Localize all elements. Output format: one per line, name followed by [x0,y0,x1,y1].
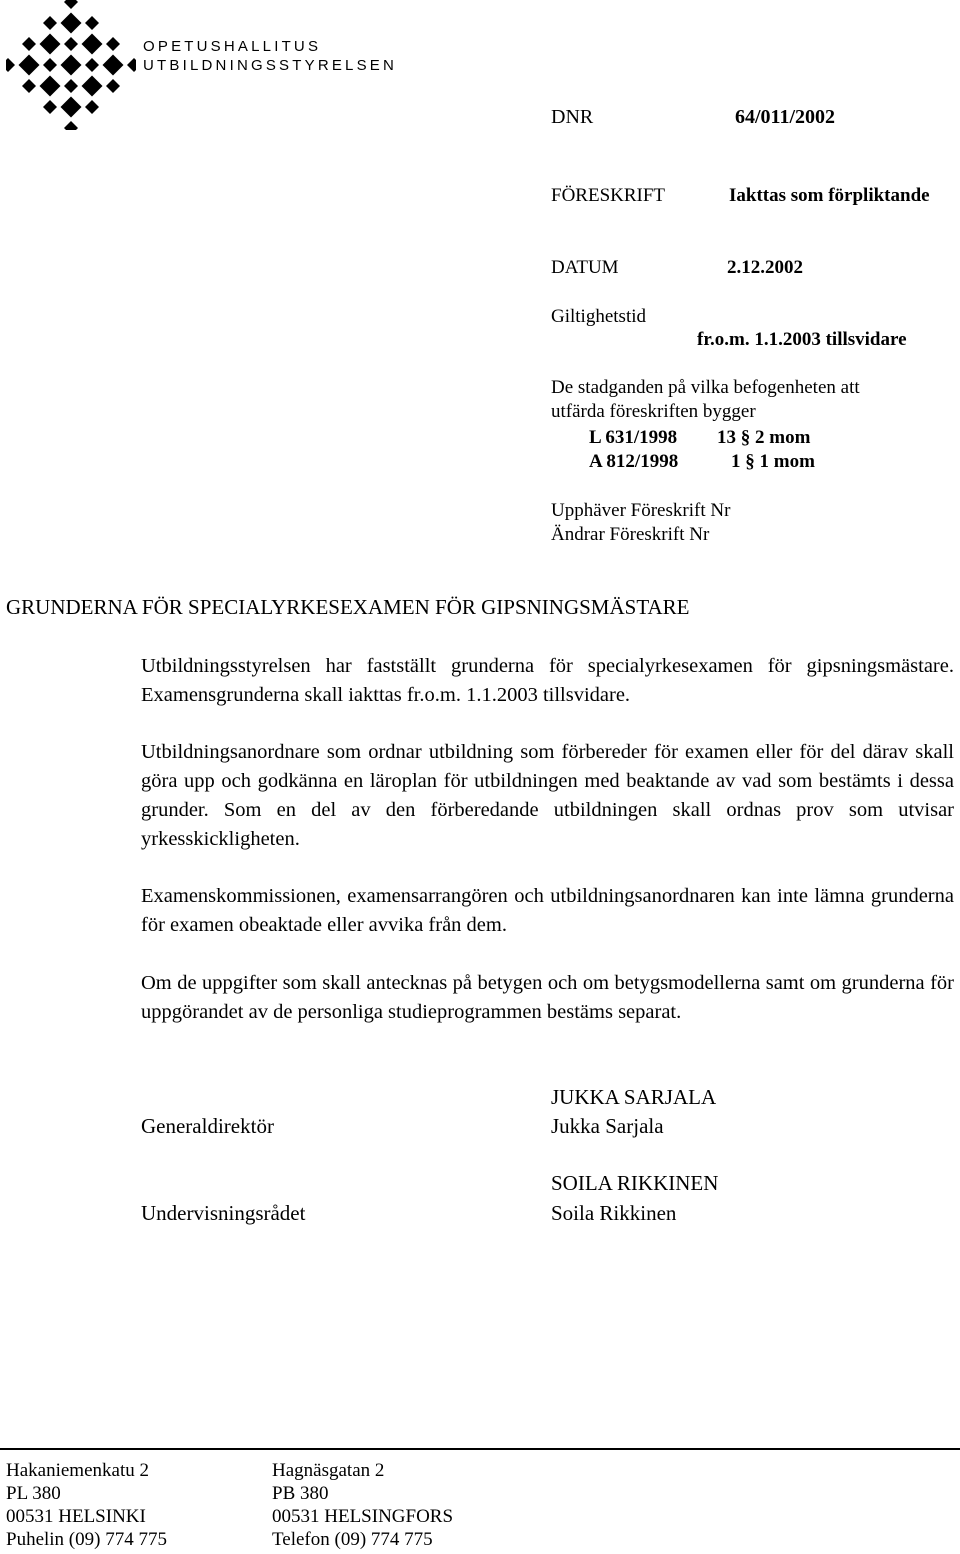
law-reference-1: L 631/1998 [589,427,678,448]
footer-sv-city: 00531 HELSINGFORS [272,1506,454,1527]
logo-diamond-tile [103,55,124,76]
giltighet-value: fr.o.m. 1.1.2003 tillsvidare [697,329,907,350]
authority-line-2: utfärda föreskriften bygger [551,401,756,422]
authority-line-1: De stadganden på vilka befogenheten att [551,377,860,398]
logo-diamond-tile [43,58,57,72]
logo-diamond-tile [22,79,36,93]
giltighet-label: Giltighetstid [551,306,646,327]
footer-fi-pobox: PL 380 [6,1483,61,1504]
signatory-1-name-caps: JUKKA SARJALA [551,1085,717,1109]
document-title: GRUNDERNA FÖR SPECIALYRKESEXAMEN FÖR GIPSNINGSMÄSTARE [6,595,690,619]
andrar-label: Ändrar Föreskrift Nr [551,524,710,545]
logo-diamond-tile [106,37,120,51]
signatory-1-name: Jukka Sarjala [551,1114,664,1138]
logo-diamond-tile [19,55,40,76]
signatory-2-name: Soila Rikkinen [551,1201,677,1225]
footer-sv-phone: Telefon (09) 774 775 [272,1529,433,1550]
logo-diamond-tile [43,16,57,30]
logo-diamond-tile [61,97,82,118]
logo-diamond-tile [82,34,103,55]
footer-fi-phone: Puhelin (09) 774 775 [6,1529,167,1550]
dnr-value: 64/011/2002 [735,106,836,128]
footer-divider [0,1448,960,1450]
logo-diamond-tile [22,37,36,51]
paragraph-1: Utbildningsstyrelsen har fastställt grunderna för specialyrkesexamen för gipsningsmästare. Examensgrunderna skall iakttas fr.o.m. 1.1.2003 tillsvidare. [141,655,954,706]
diamond-lattice-logo-icon [6,0,136,130]
signatory-1-role: Generaldirektör [141,1114,274,1138]
logo-diamond-tile [64,37,78,51]
footer-sv-street: Hagnäsgatan 2 [272,1460,385,1481]
dnr-label: DNR [551,106,594,128]
logo-diamond-tile [40,34,61,55]
logo-diamond-tile [85,16,99,30]
logo-diamond-tile [64,121,78,130]
datum-value: 2.12.2002 [727,257,803,278]
logo-diamond-tile [6,58,15,72]
datum-label: DATUM [551,257,619,278]
logo-diamond-tile [85,100,99,114]
foreskrift-label: FÖRESKRIFT [551,185,666,206]
logo-diamond-tile [64,79,78,93]
upphaver-label: Upphäver Föreskrift Nr [551,500,731,521]
signatory-2-name-caps: SOILA RIKKINEN [551,1171,719,1195]
logo-diamond-tile [61,13,82,34]
organization-name-fi: OPETUSHALLITUS [143,38,322,55]
logo-diamond-tile [40,76,61,97]
footer-fi-street: Hakaniemenkatu 2 [6,1460,149,1481]
logo-diamond-tile [61,55,82,76]
paragraph-2: Utbildningsanordnare som ordnar utbildning som förbereder för examen eller för del därav skall göra upp och godkänna en läroplan för utbildningen med beaktande av vad som bestämts i dessa grunder. Som en del av den förberedande utbildningen skall ordnas prov som utvisar yrkesskickligheten. [141,741,954,850]
logo-diamond-tile [85,58,99,72]
law-section-1: 13 § 2 mom [717,427,811,448]
foreskrift-value: Iakttas som förpliktande [729,185,930,206]
paragraph-3: Examenskommissionen, examensarrangören och utbildningsanordnaren kan inte lämna grunderna för examen obeaktade eller avvika från dem. [141,885,954,936]
logo-diamond-tile [64,0,78,9]
logo-diamond-tile [106,79,120,93]
footer-fi-city: 00531 HELSINKI [6,1506,146,1527]
logo-diamond-tile [43,100,57,114]
paragraph-4: Om de uppgifter som skall antecknas på betygen och om betygsmodellerna samt om grunderna för uppgörandet av de personliga studieprogrammen bestäms separat. [141,972,954,1023]
organization-name-sv: UTBILDNINGSSTYRELSEN [143,57,398,74]
logo-diamond-tile [127,58,136,72]
logo-diamond-tile [82,76,103,97]
signatory-2-role: Undervisningsrådet [141,1201,306,1225]
law-section-2: 1 § 1 mom [731,451,815,472]
law-reference-2: A 812/1998 [589,451,679,472]
footer-sv-pobox: PB 380 [272,1483,329,1504]
